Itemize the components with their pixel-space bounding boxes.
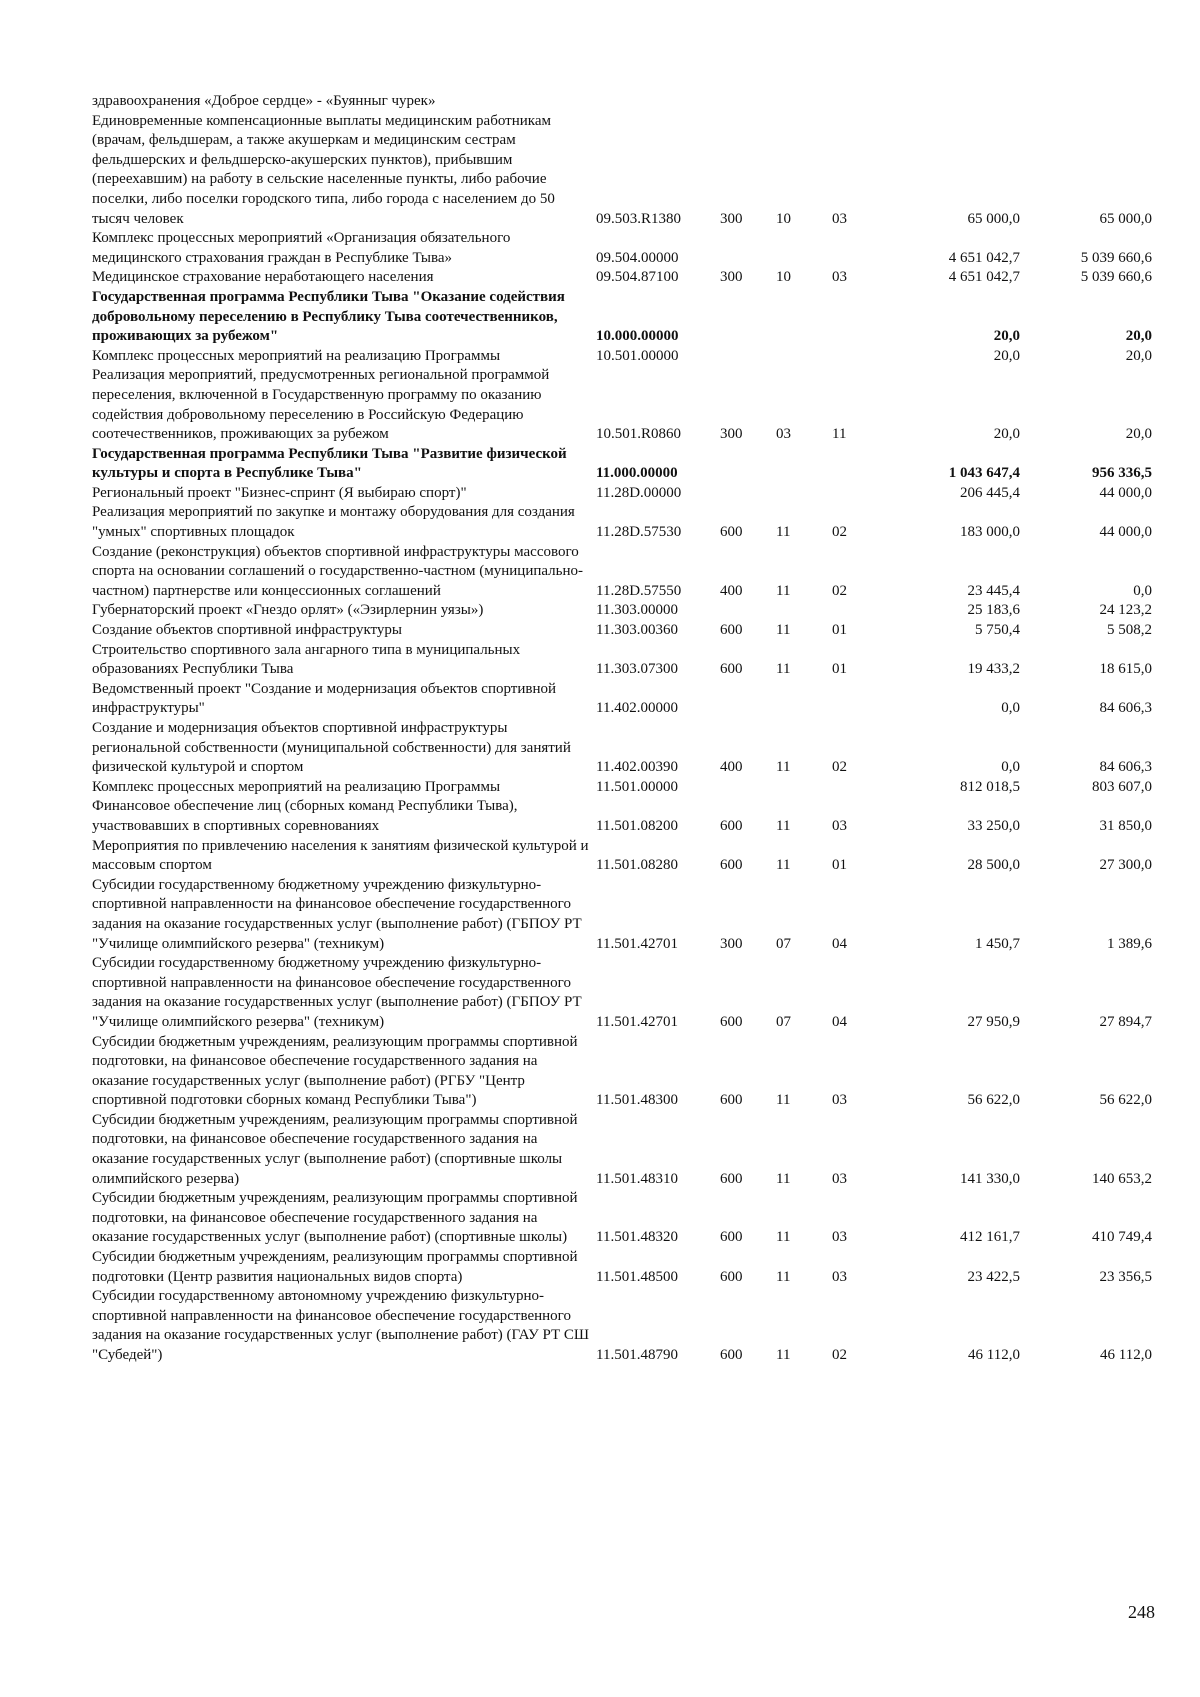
row-code: 11.501.00000 [596,778,678,795]
row-amount-year-1: 27 950,9 [967,1013,1020,1030]
row-code: 09.504.87100 [596,269,679,286]
row-amount-year-1: 206 445,4 [960,484,1020,501]
row-amount-year-1: 412 161,7 [960,1229,1020,1246]
row-amount-year-1: 20,0 [993,426,1020,443]
table-row [92,1287,1152,1365]
row-name: Финансовое обеспечение лиц (сборных команд Республики Тыва), участвовавших в спортивных соревнованиях [92,798,518,834]
row-expense-type: 600 [720,1229,743,1246]
row-name: Ведомственный проект "Создание и модернизация объектов спортивной инфраструктуры" [92,680,557,717]
row-amount-year-2: 27 894,7 [1099,1013,1152,1030]
row-subsection: 03 [832,210,847,227]
row-name: Создание (реконструкция) объектов спортивной инфраструктуры массового спорта на основании соглашений о государственно-частном (муниципально-частном) партнерстве или концессионных соглашений [92,543,584,599]
row-name: Субсидии бюджетным учреждениям, реализующим программы спортивной подготовки, на финансовое обеспечение государственного задания на оказание государственных услуг (выполнение работ) (РГБУ "Центр спортивной подготовки сборных команд Республики Тыва") [92,1033,578,1109]
table-row [92,1189,1152,1248]
row-name: Создание и модернизация объектов спортивной инфраструктуры региональной собственности (муниципальной собственности) для занятий физической культурой и спортом [92,720,571,776]
row-expense-type: 600 [720,1013,743,1030]
row-name: Строительство спортивного зала ангарного типа в муниципальных образованиях Республики Тыва [92,641,521,678]
row-code: 11.501.08280 [596,857,678,874]
row-amount-year-1: 25 183,6 [967,602,1020,619]
row-amount-year-1: 141 330,0 [960,1170,1020,1187]
row-subsection [832,347,888,367]
row-amount-year-2: 56 622,0 [1099,1092,1152,1109]
row-section: 10 [776,210,791,227]
row-expense-type: 300 [720,935,743,952]
row-amount-year-2: 140 653,2 [1092,1170,1152,1187]
row-section: 11 [776,857,791,874]
row-name: Реализация мероприятий, предусмотренных региональной программой переселения, включенной в Государственную программу по оказанию содействия добровольному переселению в Российскую Федерацию соотечественников, проживающих за рубежом [92,367,550,443]
row-code: 11.28D.57530 [596,524,682,541]
row-section [776,92,832,112]
row-name: Медицинское страхование неработающего населения [92,269,434,286]
row-code: 11.501.48790 [596,1347,678,1363]
row-expense-type: 300 [720,210,743,227]
row-section [776,347,832,367]
row-amount-year-1: 4 651 042,7 [948,249,1020,266]
page-number: 248 [1128,1602,1155,1622]
table-row [92,837,1152,876]
row-code: 11.402.00000 [596,700,678,717]
row-code: 11.501.48300 [596,1092,678,1109]
row-amount-year-1: 23 422,5 [967,1268,1020,1285]
row-code: 11.303.00360 [596,622,678,639]
row-amount-year-2: 5 508,2 [1107,622,1152,639]
row-subsection: 04 [832,935,847,952]
row-amount-year-1: 812 018,5 [960,778,1020,795]
row-name: Государственная программа Республики Тыва "Оказание содействия добровольному переселению в Республику Тыва соотечественников, проживающих за рубежом" [92,288,565,345]
row-subsection [832,229,888,268]
row-subsection: 03 [832,269,847,286]
row-expense-type: 600 [720,1347,743,1363]
row-subsection: 03 [832,817,847,834]
row-amount-year-2: 0,0 [1133,582,1152,599]
row-expense-type [720,778,776,798]
row-amount-year-1: 19 433,2 [967,661,1020,678]
table-row [92,445,1152,484]
row-amount-year-1 [888,92,1020,112]
row-name: Субсидии государственному автономному учреждению физкультурно-спортивной направленности на финансовое обеспечение государственного задания на оказание государственных услуг (выполнение работ) (ГАУ РТ СШ "Субедей") [92,1288,590,1363]
row-subsection: 02 [832,1347,847,1363]
row-code: 09.504.00000 [596,249,679,266]
budget-table [92,92,1152,1366]
row-subsection: 02 [832,759,847,776]
row-amount-year-1: 1 043 647,4 [948,465,1020,482]
row-expense-type: 600 [720,1268,743,1285]
row-amount-year-2: 46 112,0 [1100,1347,1152,1363]
row-amount-year-2: 803 607,0 [1092,778,1152,795]
row-section [776,680,832,719]
row-subsection [832,92,888,112]
row-code: 11.402.00390 [596,759,678,776]
row-amount-year-1: 1 450,7 [975,935,1020,952]
row-amount-year-1: 23 445,4 [967,582,1020,599]
row-expense-type: 600 [720,661,743,678]
row-subsection: 02 [832,582,847,599]
row-name: Единовременные компенсационные выплаты медицинским работникам (врачам, фельдшерам, а также акушеркам и медицинским сестрам фельдшерских и фельдшерско-акушерских пунктов), прибывшим (переехавшим) на работу в сельские населенные пункты, либо рабочие поселки, либо поселки городского типа, либо города с населением до 50 тысяч человек [92,112,555,227]
row-section: 10 [776,269,791,286]
table-row [92,797,1152,836]
row-amount-year-1: 65 000,0 [967,210,1020,227]
row-section: 11 [776,582,791,599]
row-section [776,778,832,798]
row-code: 09.503.R1380 [596,210,682,227]
row-amount-year-2: 20,0 [1125,328,1152,345]
row-name: здравоохранения «Доброе сердце» - «Буянныг чурек» [92,93,436,109]
row-amount-year-2 [1020,92,1152,112]
row-amount-year-1: 56 622,0 [967,1092,1020,1109]
row-code: 11.501.42701 [596,1013,678,1030]
row-subsection: 01 [832,661,847,678]
row-amount-year-2: 1 389,6 [1107,935,1152,952]
row-subsection [832,484,888,504]
row-section: 11 [776,759,791,776]
row-expense-type [720,601,776,621]
table-row [92,503,1152,542]
row-code: 11.501.42701 [596,935,678,952]
row-expense-type [720,229,776,268]
table-row [92,268,1152,288]
row-amount-year-1: 20,0 [993,347,1020,364]
table-row [92,366,1152,444]
row-amount-year-2: 410 749,4 [1092,1229,1152,1246]
table-row [92,621,1152,641]
row-expense-type: 600 [720,622,743,639]
row-amount-year-1: 46 112,0 [968,1347,1020,1363]
row-amount-year-1: 0,0 [1001,759,1020,776]
row-code [596,92,720,112]
row-name: Субсидии государственному бюджетному учреждению физкультурно-спортивной направленности на финансовое обеспечение государственного задания на оказание государственных услуг (выполнение работ) (ГБПОУ РТ "Училище олимпийского резерва" (техникум) [92,955,582,1030]
row-section [776,229,832,268]
row-amount-year-1: 4 651 042,7 [948,269,1020,286]
row-subsection: 11 [832,426,847,443]
row-name: Реализация мероприятий по закупке и монтажу оборудования для создания "умных" спортивных площадок [92,504,575,541]
table-row [92,719,1152,778]
row-name: Губернаторский проект «Гнездо орлят» («Эзирлернин уязы») [92,602,484,619]
row-name: Субсидии государственному бюджетному учреждению физкультурно-спортивной направленности на финансовое обеспечение государственного задания на оказание государственных услуг (выполнение работ) (ГБПОУ РТ "Училище олимпийского резерва" (техникум) [92,876,582,952]
row-code: 10.000.00000 [596,328,679,345]
row-code: 11.303.07300 [596,661,678,678]
row-amount-year-2: 31 850,0 [1099,817,1152,834]
row-amount-year-2: 84 606,3 [1099,759,1152,776]
row-expense-type [720,680,776,719]
table-row [92,1033,1152,1111]
row-amount-year-2: 18 615,0 [1099,661,1152,678]
row-section: 11 [776,1092,791,1109]
table-row [92,876,1152,954]
row-amount-year-2: 20,0 [1125,426,1152,443]
row-amount-year-1: 20,0 [993,328,1020,345]
table-row [92,288,1152,347]
table-row [92,347,1152,367]
row-code: 11.000.00000 [596,465,678,482]
row-section [776,484,832,504]
row-expense-type: 400 [720,759,743,776]
table-row [92,778,1152,798]
row-section: 11 [776,622,791,639]
row-code: 10.501.R0860 [596,426,682,443]
row-section: 11 [776,1347,791,1363]
row-amount-year-2: 65 000,0 [1099,210,1152,227]
row-section [776,445,832,484]
row-amount-year-2: 23 356,5 [1099,1268,1152,1285]
row-amount-year-2: 956 336,5 [1092,465,1152,482]
row-subsection: 02 [832,524,847,541]
table-row [92,1111,1152,1189]
row-section: 03 [776,426,791,443]
row-expense-type: 400 [720,582,743,599]
row-name: Комплекс процессных мероприятий «Организация обязательного медицинского страхования граждан в Республике Тыва» [92,230,511,266]
row-amount-year-2: 5 039 660,6 [1080,269,1152,286]
row-subsection: 03 [832,1170,847,1187]
budget-table-body [92,92,1152,1366]
row-subsection: 03 [832,1268,847,1285]
row-name: Комплекс процессных мероприятий на реализацию Программы [92,778,501,795]
row-expense-type [720,445,776,484]
table-row [92,601,1152,621]
row-section [776,601,832,621]
table-row [92,92,1152,112]
row-expense-type: 300 [720,269,743,286]
row-subsection: 01 [832,857,847,874]
row-section: 11 [776,1268,791,1285]
row-subsection [832,778,888,798]
row-expense-type: 600 [720,1170,743,1187]
row-subsection [832,680,888,719]
table-row [92,954,1152,1032]
row-section: 07 [776,935,791,952]
row-code: 11.501.48320 [596,1229,678,1246]
row-section: 11 [776,1170,791,1187]
row-subsection [832,445,888,484]
row-amount-year-2: 44 000,0 [1099,524,1152,541]
row-code: 11.501.08200 [596,817,678,834]
row-section: 07 [776,1013,791,1030]
row-code: 11.501.48500 [596,1268,678,1285]
row-amount-year-1: 33 250,0 [967,817,1020,834]
row-subsection: 01 [832,622,847,639]
row-subsection: 03 [832,1092,847,1109]
row-expense-type: 300 [720,426,743,443]
table-row [92,229,1152,268]
row-code: 11.28D.00000 [596,484,682,501]
table-row [92,1248,1152,1287]
row-expense-type: 600 [720,524,743,541]
row-subsection: 04 [832,1013,847,1030]
table-row [92,680,1152,719]
row-expense-type [720,288,776,347]
table-row [92,543,1152,602]
row-amount-year-1: 28 500,0 [967,857,1020,874]
row-code: 11.501.48310 [596,1170,678,1187]
row-name: Субсидии бюджетным учреждениям, реализующим программы спортивной подготовки (Центр развития национальных видов спорта) [92,1249,578,1285]
row-amount-year-1: 0,0 [1001,700,1020,717]
row-name: Государственная программа Республики Тыва "Развитие физической культуры и спорта в Республике Тыва" [92,445,567,482]
row-code: 10.501.00000 [596,347,679,364]
row-name: Региональный проект "Бизнес-спринт (Я выбираю спорт)" [92,484,467,501]
row-subsection [832,288,888,347]
row-subsection: 03 [832,1229,847,1246]
row-expense-type [720,347,776,367]
row-amount-year-2: 20,0 [1125,347,1152,364]
row-section: 11 [776,817,791,834]
row-code: 11.28D.57550 [596,582,682,599]
row-name: Комплекс процессных мероприятий на реализацию Программы [92,347,501,364]
row-amount-year-2: 44 000,0 [1099,484,1152,501]
row-name: Субсидии бюджетным учреждениям, реализующим программы спортивной подготовки, на финансовое обеспечение государственного задания на оказание государственных услуг (выполнение работ) (спортивные школы) [92,1190,578,1246]
row-expense-type [720,92,776,112]
row-expense-type: 600 [720,1092,743,1109]
table-row [92,641,1152,680]
row-amount-year-2: 27 300,0 [1099,857,1152,874]
row-name: Создание объектов спортивной инфраструктуры [92,622,402,639]
row-section [776,288,832,347]
row-amount-year-1: 5 750,4 [975,622,1020,639]
row-expense-type: 600 [720,817,743,834]
row-code: 11.303.00000 [596,602,678,619]
row-amount-year-2: 24 123,2 [1099,602,1152,619]
row-name: Субсидии бюджетным учреждениям, реализующим программы спортивной подготовки, на финансовое обеспечение государственного задания на оказание государственных услуг (выполнение работ) (спортивные школы олимпийского резерва) [92,1111,578,1187]
row-section: 11 [776,524,791,541]
row-expense-type: 600 [720,857,743,874]
row-expense-type [720,484,776,504]
row-section: 11 [776,1229,791,1246]
row-section: 11 [776,661,791,678]
row-amount-year-1: 183 000,0 [960,524,1020,541]
row-name: Мероприятия по привлечению населения к занятиям физической культурой и массовым спортом [92,837,589,874]
row-amount-year-2: 84 606,3 [1099,700,1152,717]
row-subsection [832,601,888,621]
table-row [92,484,1152,504]
row-amount-year-2: 5 039 660,6 [1080,249,1152,266]
table-row [92,112,1152,230]
